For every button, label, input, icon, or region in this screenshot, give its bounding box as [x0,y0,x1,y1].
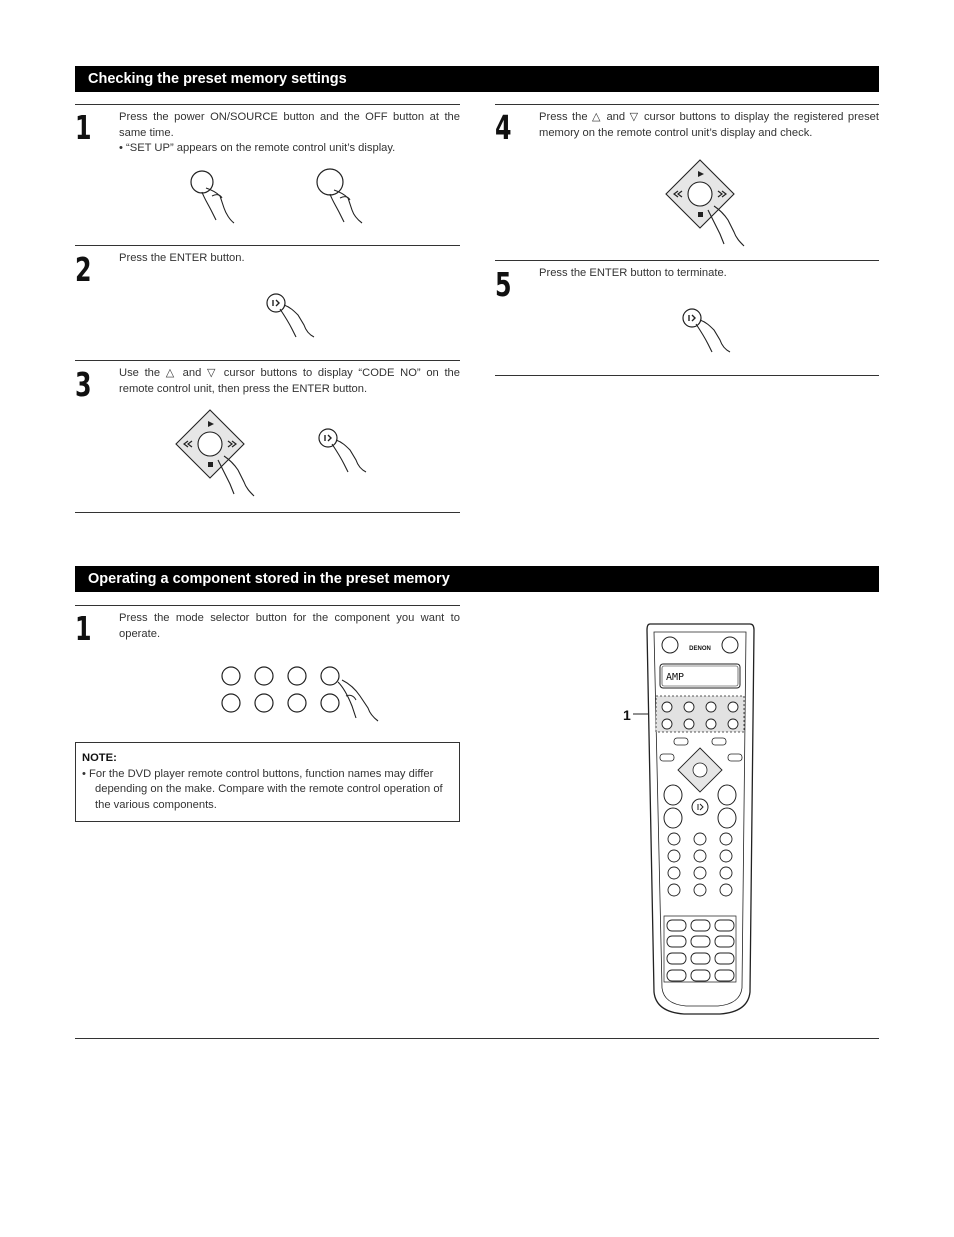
step-divider [75,245,460,246]
mode-selector-buttons-icon [220,666,380,726]
step-number: 2 [75,250,92,289]
section-title-checking: Checking the preset memory settings [75,66,879,92]
enter-button-icon [680,308,735,353]
section-end-divider [495,375,879,376]
step-number: 3 [75,365,92,404]
note-box [75,742,460,822]
step-divider [495,104,879,105]
enter-button-icon [316,428,371,473]
note-title: NOTE: [82,752,117,764]
section-title-operating: Operating a component stored in the preset memory [75,566,879,592]
enter-button-icon [264,293,319,338]
step-number: 1 [75,609,92,648]
step-divider [75,360,460,361]
step-number: 4 [495,108,512,147]
step-divider [75,605,460,606]
cursor-pad-icon [174,408,254,496]
remote-brand: DENON [689,646,711,652]
step-instruction: Press the △ and ▽ cursor buttons to display the registered preset memory on the remote control unit’s display and check. [539,111,879,139]
step-instruction: Press the ENTER button to terminate. [539,267,727,279]
step-number: 5 [495,265,512,304]
step-instruction: Press the mode selector button for the component you want to operate. [119,612,460,640]
step-bullet: • “SET UP” appears on the remote control unit’s display. [119,142,396,154]
step-number: 1 [75,108,92,147]
remote-display-text: AMP [666,672,685,683]
step-divider [75,104,460,105]
step-instruction: Use the △ and ▽ cursor buttons to display “CODE NO” on the remote control unit, then press the ENTER button. [119,367,460,395]
section-end-divider [75,512,460,513]
page-bottom-divider [75,1038,879,1039]
step-text [119,110,460,157]
step-divider [495,260,879,261]
pointing-hand-icon [190,168,250,223]
step-instruction: Press the ENTER button. [119,252,245,264]
note-text: • For the DVD player remote control buttons, function names may differ depending on the make. Compare with the remote control operation of the various components. [82,767,443,811]
pointing-hand-icon [316,168,376,223]
step-instruction: Press the power ON/SOURCE button and the OFF button at the same time. [119,111,460,139]
remote-control-illustration [632,620,762,1020]
cursor-pad-icon [664,158,744,246]
callout-number: 1 [623,707,631,723]
